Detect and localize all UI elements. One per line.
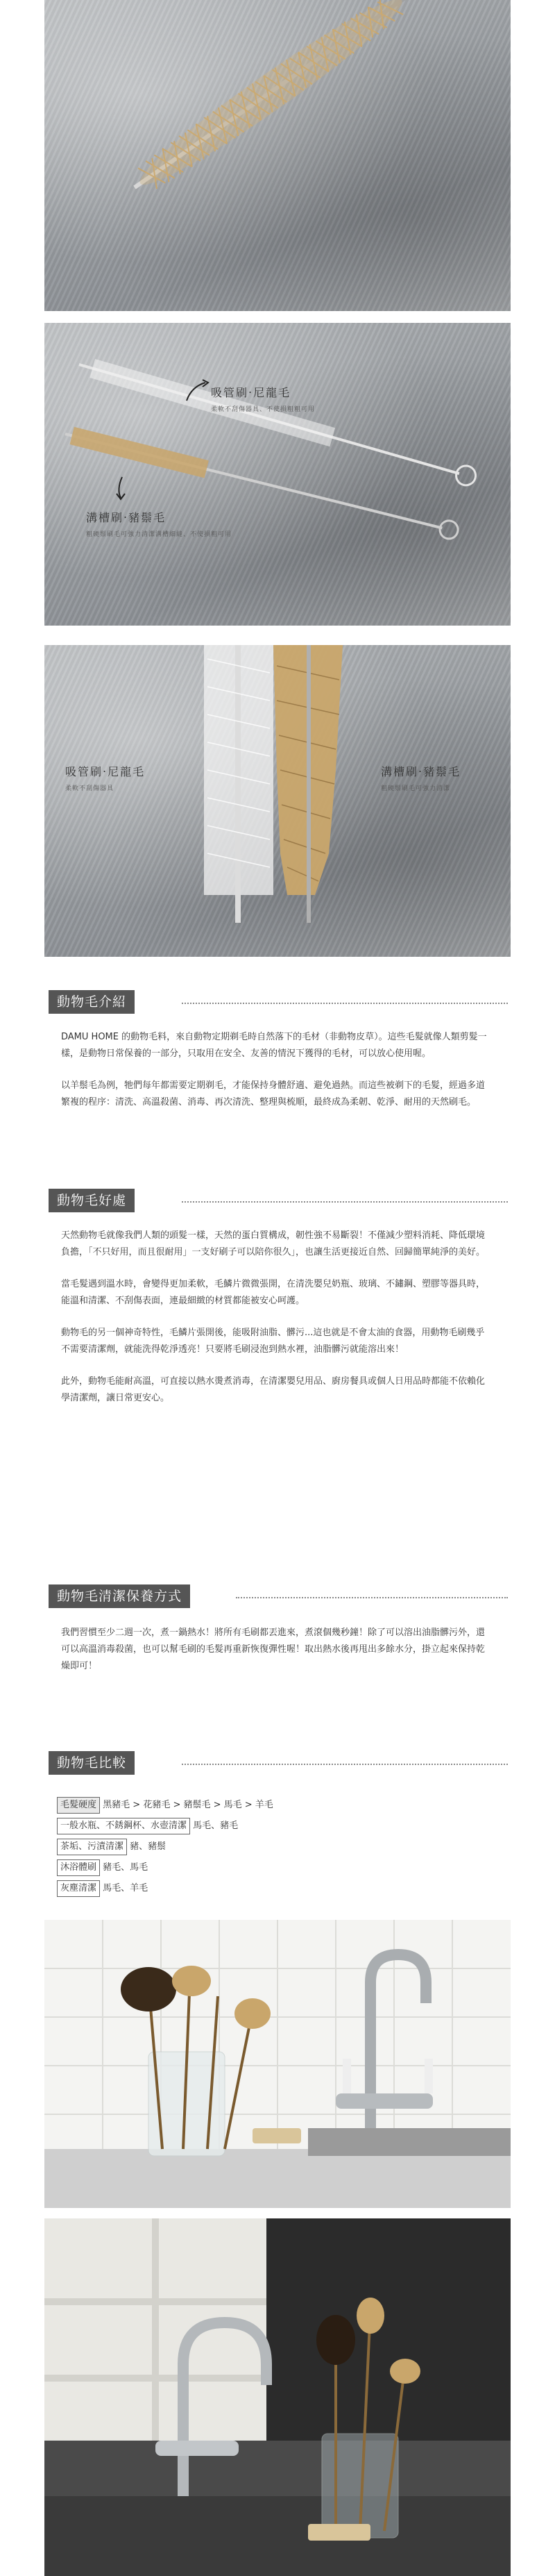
- list-item: [57, 1818, 238, 1834]
- label-straw-brush: [211, 384, 315, 413]
- bristle-brush-illustration: [44, 0, 511, 311]
- list-item: [57, 1839, 166, 1855]
- label-desc: 柔軟不刮傷器具、不使損粗粗可用: [211, 406, 316, 413]
- section-title-compare: 動物毛比較: [49, 1751, 135, 1775]
- divider: [182, 1201, 508, 1203]
- kitchen-faucet-illustration: [44, 1920, 511, 2208]
- paragraph: DAMU HOME 的動物毛料，來自動物定期剃毛時自然落下的毛材（非動物皮草）。這些毛髮就像人類剪髮一樣，是動物日常保養的一部分，只取用在安全、友善的情況下獲得的毛材，可以放心使用喔。: [61, 1032, 487, 1059]
- comparison-photo-two-brushes: [44, 323, 511, 626]
- label-straw-brush-closeup: [65, 763, 145, 792]
- section-body-intro: [61, 1029, 491, 1126]
- divider: [182, 1764, 508, 1765]
- section-body-benefits: [61, 1228, 491, 1422]
- arrow-down-icon: [119, 477, 122, 498]
- comparison-tag: 茶垢、污漬清潔: [57, 1839, 127, 1855]
- closeup-bristles-illustration: [44, 645, 511, 957]
- label-title: 吸管刷‧尼龍毛: [65, 765, 146, 778]
- comparison-value: 黑豬毛 > 花豬毛 > 豬鬃毛 > 馬毛 > 羊毛: [103, 1800, 273, 1810]
- label-groove-brush: [86, 509, 232, 538]
- comparison-tag: 灰塵清潔: [57, 1880, 100, 1897]
- paragraph: 我們習慣至少二週一次，煮一鍋熱水！將所有毛刷都丟進來，煮滾個幾秒鐘！除了可以溶出油脂髒污外，還可以高溫消毒殺菌，也可以幫毛刷的毛髮再重新恢復彈性喔！取出熱水後再甩出多餘水分，掛立起來保持乾燥即可！: [61, 1628, 486, 1671]
- label-title: 溝槽刷‧豬鬃毛: [381, 765, 461, 778]
- section-title-benefits: 動物毛好處: [49, 1189, 135, 1212]
- label-title: 吸管刷‧尼龍毛: [211, 386, 291, 399]
- label-groove-brush-closeup: [381, 763, 461, 792]
- hero-photo-brush: [44, 0, 511, 311]
- paragraph: 此外，動物毛能耐高溫，可直接以熱水燙煮消毒，在清潔嬰兒用品、廚房餐具或個人日用品時都能不依賴化學清潔劑，讓日常更安心。: [61, 1376, 486, 1403]
- paragraph: 動物毛的另一個神奇特性，毛鱗片張開後，能吸附油脂、髒污...這也就是不會太油的食器，用動物毛刷幾乎不需要清潔劑，就能洗得乾淨透亮！只要將毛刷浸泡到熱水裡，油脂髒污就能溶出來！: [61, 1328, 485, 1355]
- closeup-photo-bristles: [44, 645, 511, 957]
- paragraph: 以羊鬃毛為例，牠們每年都需要定期剃毛，才能保持身體舒適、避免過熱。而這些被剃下的毛髮，經過多道繁複的程序：清洗、高溫殺菌、消毒、再次清洗、整理與梳順，最終成為柔韌、乾淨、耐用的天然刷毛。: [61, 1080, 486, 1107]
- kitchen-photo-window: [44, 2218, 511, 2576]
- comparison-tag: 毛髮硬度: [57, 1797, 100, 1814]
- comparison-value: 豬毛、馬毛: [103, 1862, 148, 1873]
- comparison-value: 馬毛、豬毛: [193, 1821, 239, 1831]
- kitchen-window-illustration: [44, 2218, 511, 2576]
- comparison-value: 馬毛、羊毛: [103, 1883, 148, 1893]
- comparison-tag: 一般水瓶、不銹鋼杯、水壺清潔: [57, 1818, 190, 1834]
- comparison-value: 豬、豬鬃: [130, 1841, 166, 1852]
- label-desc: 柔軟不刮傷器具: [65, 785, 114, 792]
- label-desc: 粗硬鬃刷毛可強力清潔: [381, 785, 451, 792]
- comparison-tag: 沐浴體刷: [57, 1859, 100, 1876]
- section-title-care: 動物毛清潔保養方式: [49, 1584, 190, 1608]
- list-item: [57, 1859, 148, 1876]
- paragraph: 當毛髮遇到溫水時，會變得更加柔軟，毛鱗片微微張開，在清洗嬰兒奶瓶、玻璃、不鏽鋼、塑膠等器具時，能溫和清潔、不刮傷表面，連最細緻的材質都能被安心呵護。: [61, 1279, 486, 1306]
- section-title-intro: 動物毛介紹: [49, 990, 135, 1014]
- divider: [182, 1003, 508, 1004]
- label-desc: 粗硬鬃刷毛可強力清潔溝槽細縫、不使損粗可用: [86, 531, 232, 538]
- two-brushes-illustration: [44, 323, 511, 626]
- label-title: 溝槽刷‧豬鬃毛: [86, 511, 166, 524]
- list-item: [57, 1880, 148, 1897]
- section-body-care: [61, 1625, 491, 1690]
- list-item: [57, 1797, 273, 1814]
- divider: [236, 1597, 508, 1598]
- kitchen-photo-faucet: [44, 1920, 511, 2208]
- paragraph: 天然動物毛就像我們人類的頭髮一樣，天然的蛋白質構成，韌性強不易斷裂！不僅減少塑料消耗、降低環境負擔，「不只好用，而且很耐用」一支好刷子可以陪你很久」，也讓生活更接近自然、回歸簡單純淨的美好。: [61, 1230, 486, 1257]
